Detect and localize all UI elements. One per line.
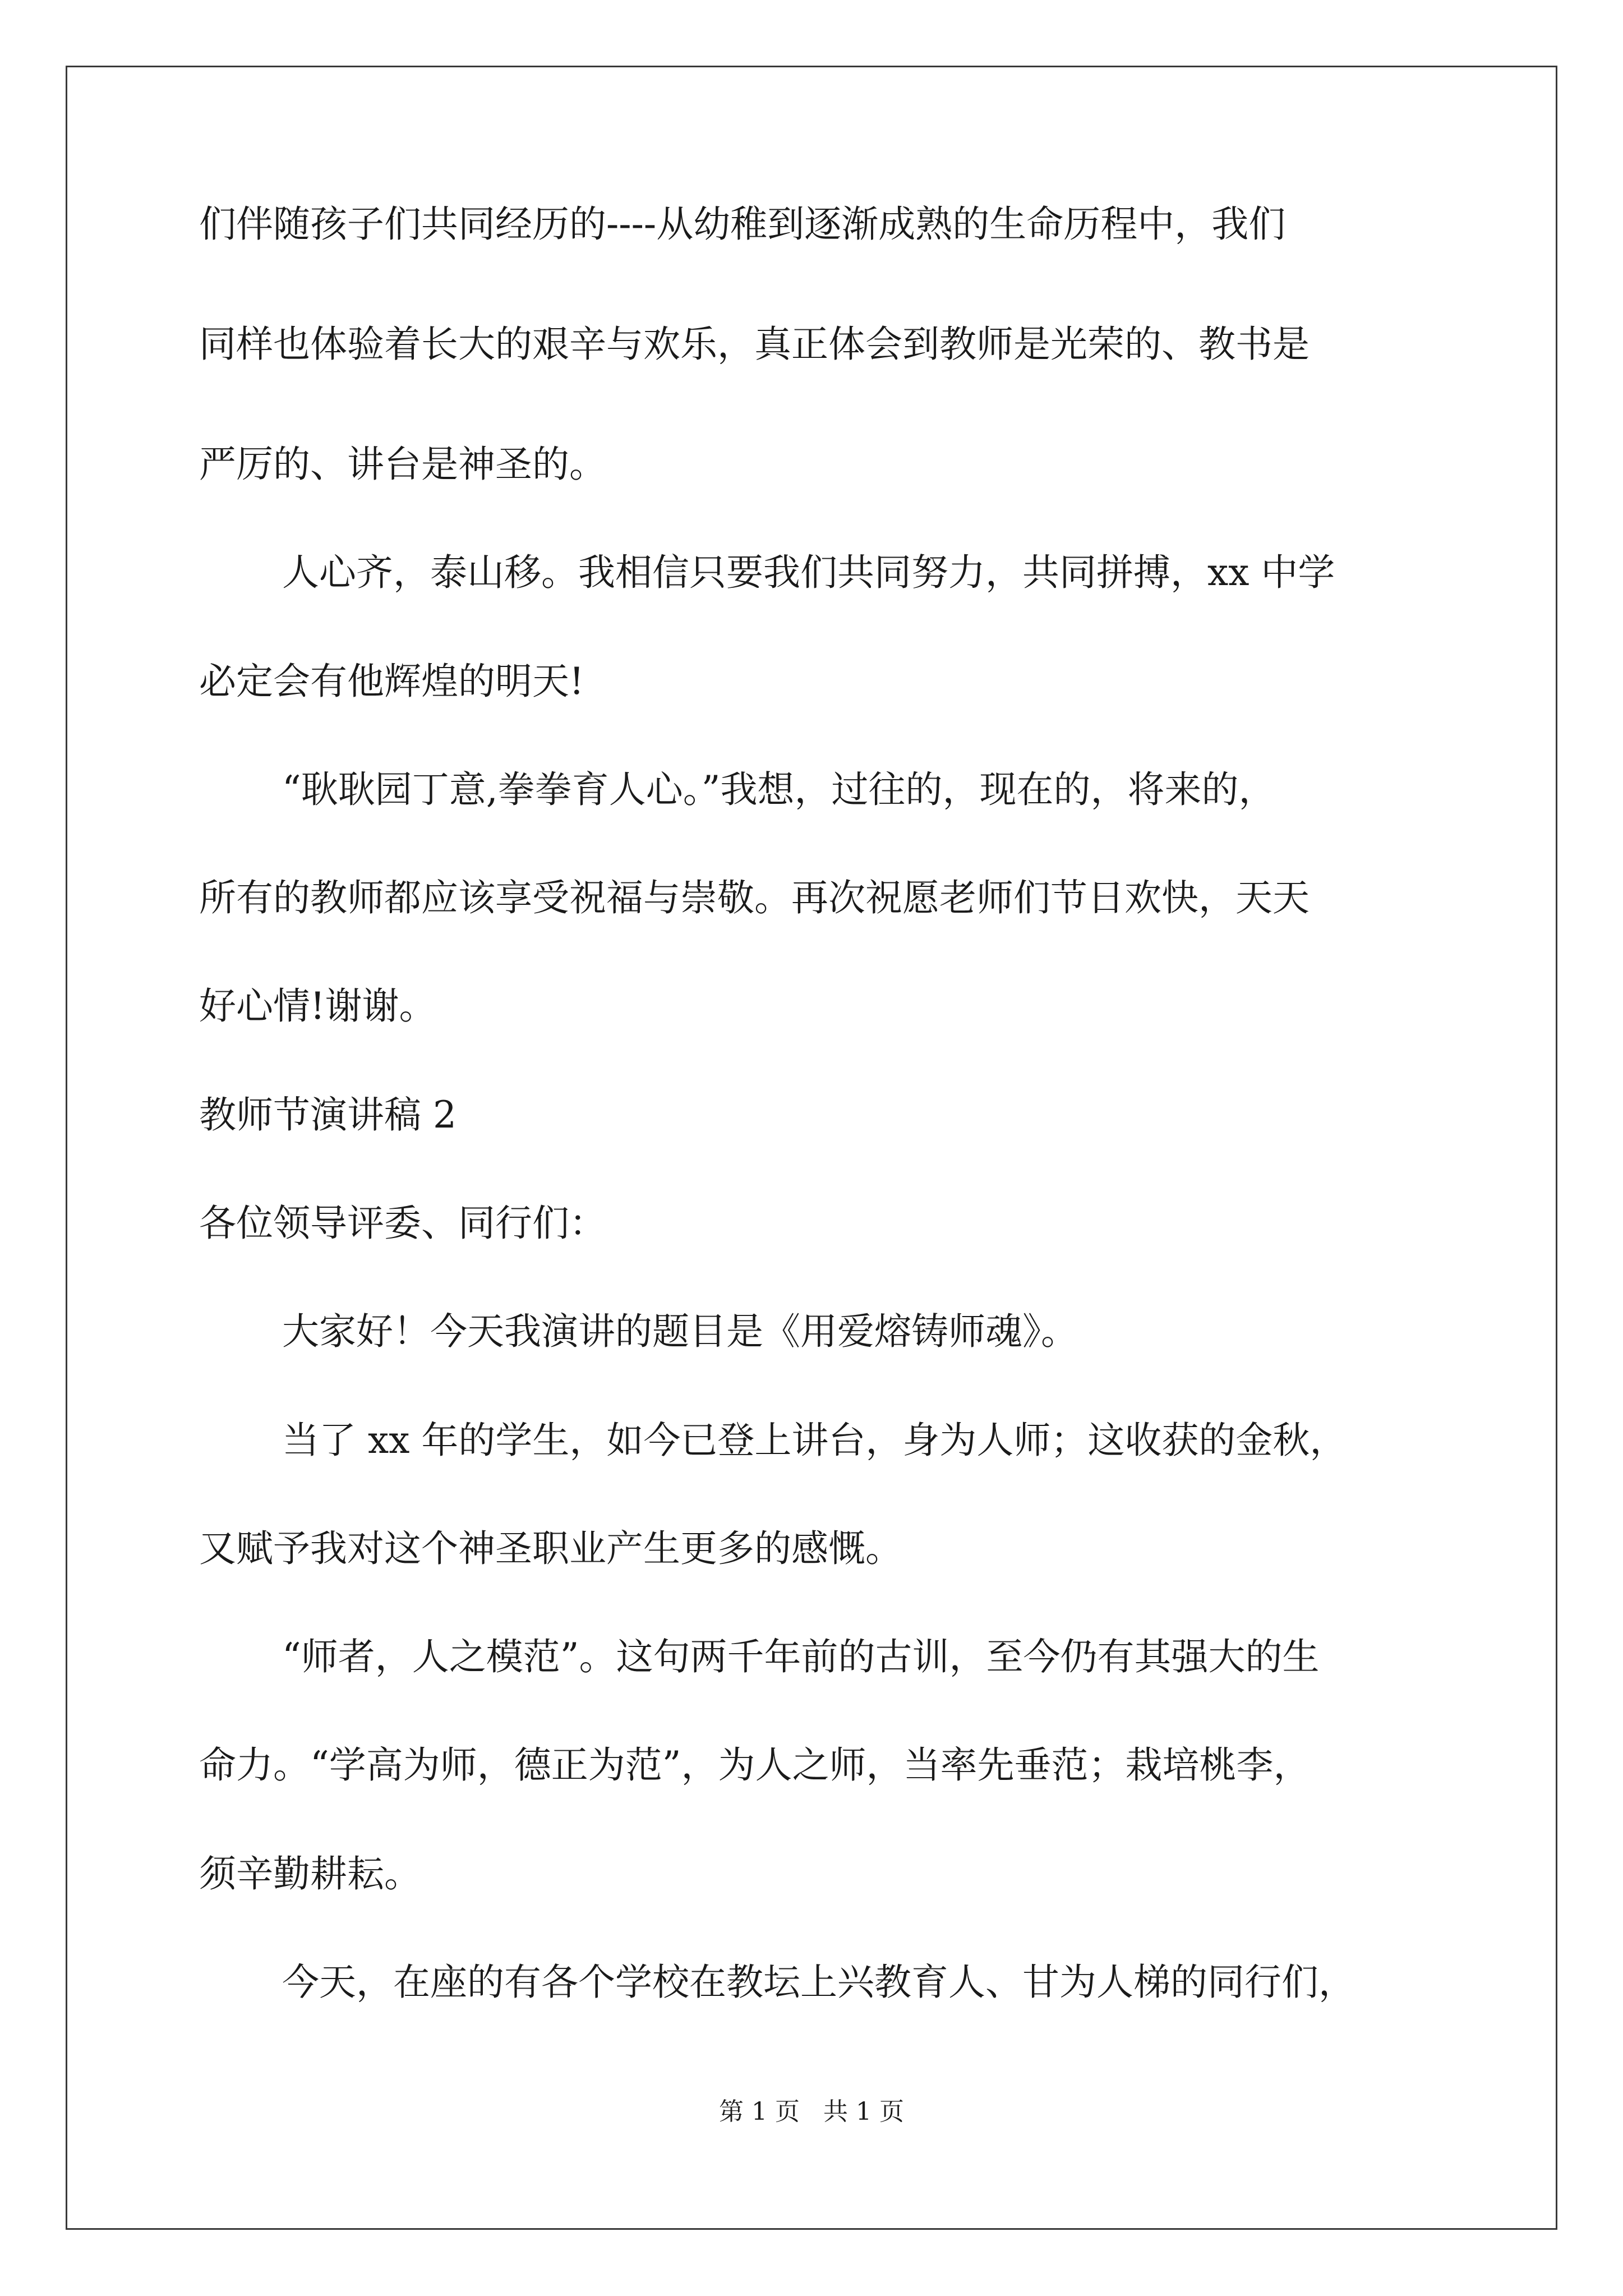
page-footer: 第 1 页 共 1 页 [719, 2097, 904, 2126]
paragraph-line: 今天，在座的有各个学校在教坛上兴教育人、甘为人梯的同行们， [282, 1961, 1355, 2004]
paragraph-line: 所有的教师都应该享受祝福与崇敬。再次祝愿老师们节日欢快，天天 [199, 876, 1310, 919]
paragraph-line: 大家好！今天我演讲的题目是《用爱熔铸师魂》。 [282, 1310, 1078, 1353]
page-border [66, 66, 1557, 2230]
paragraph-line: “耿耿园丁意,拳拳育人心。”我想，过往的，现在的，将来的， [282, 768, 1276, 811]
paragraph-line: 们伴随孩子们共同经历的----从幼稚到逐渐成熟的生命历程中，我们 [199, 203, 1286, 246]
paragraph-line: 又赋予我对这个神圣职业产生更多的感慨。 [199, 1527, 902, 1570]
paragraph-line: 当了 xx 年的学生，如今已登上讲台，身为人师；这收获的金秋， [282, 1419, 1347, 1462]
paragraph-line: 严厉的、讲台是神圣的。 [199, 443, 606, 486]
paragraph-line: 必定会有他辉煌的明天! [199, 660, 584, 703]
paragraph-line: 同样也体验着长大的艰辛与欢乐，真正体会到教师是光荣的、教书是 [199, 323, 1310, 366]
paragraph-line: 命力。“学高为师，德正为范”，为人之师，当率先垂范；栽培桃李， [199, 1743, 1311, 1787]
salutation: 各位领导评委、同行们： [199, 1202, 606, 1245]
section-heading: 教师节演讲稿 2 [199, 1093, 457, 1137]
paragraph-line: 须辛勤耕耘。 [199, 1852, 421, 1895]
paragraph-line: 好心情!谢谢。 [199, 984, 436, 1028]
paragraph-line: 人心齐，泰山移。我相信只要我们共同努力，共同拼搏，xx 中学 [282, 551, 1335, 594]
paragraph-line: “师者，人之模范”。这句两千年前的古训，至今仍有其强大的生 [282, 1635, 1320, 1678]
